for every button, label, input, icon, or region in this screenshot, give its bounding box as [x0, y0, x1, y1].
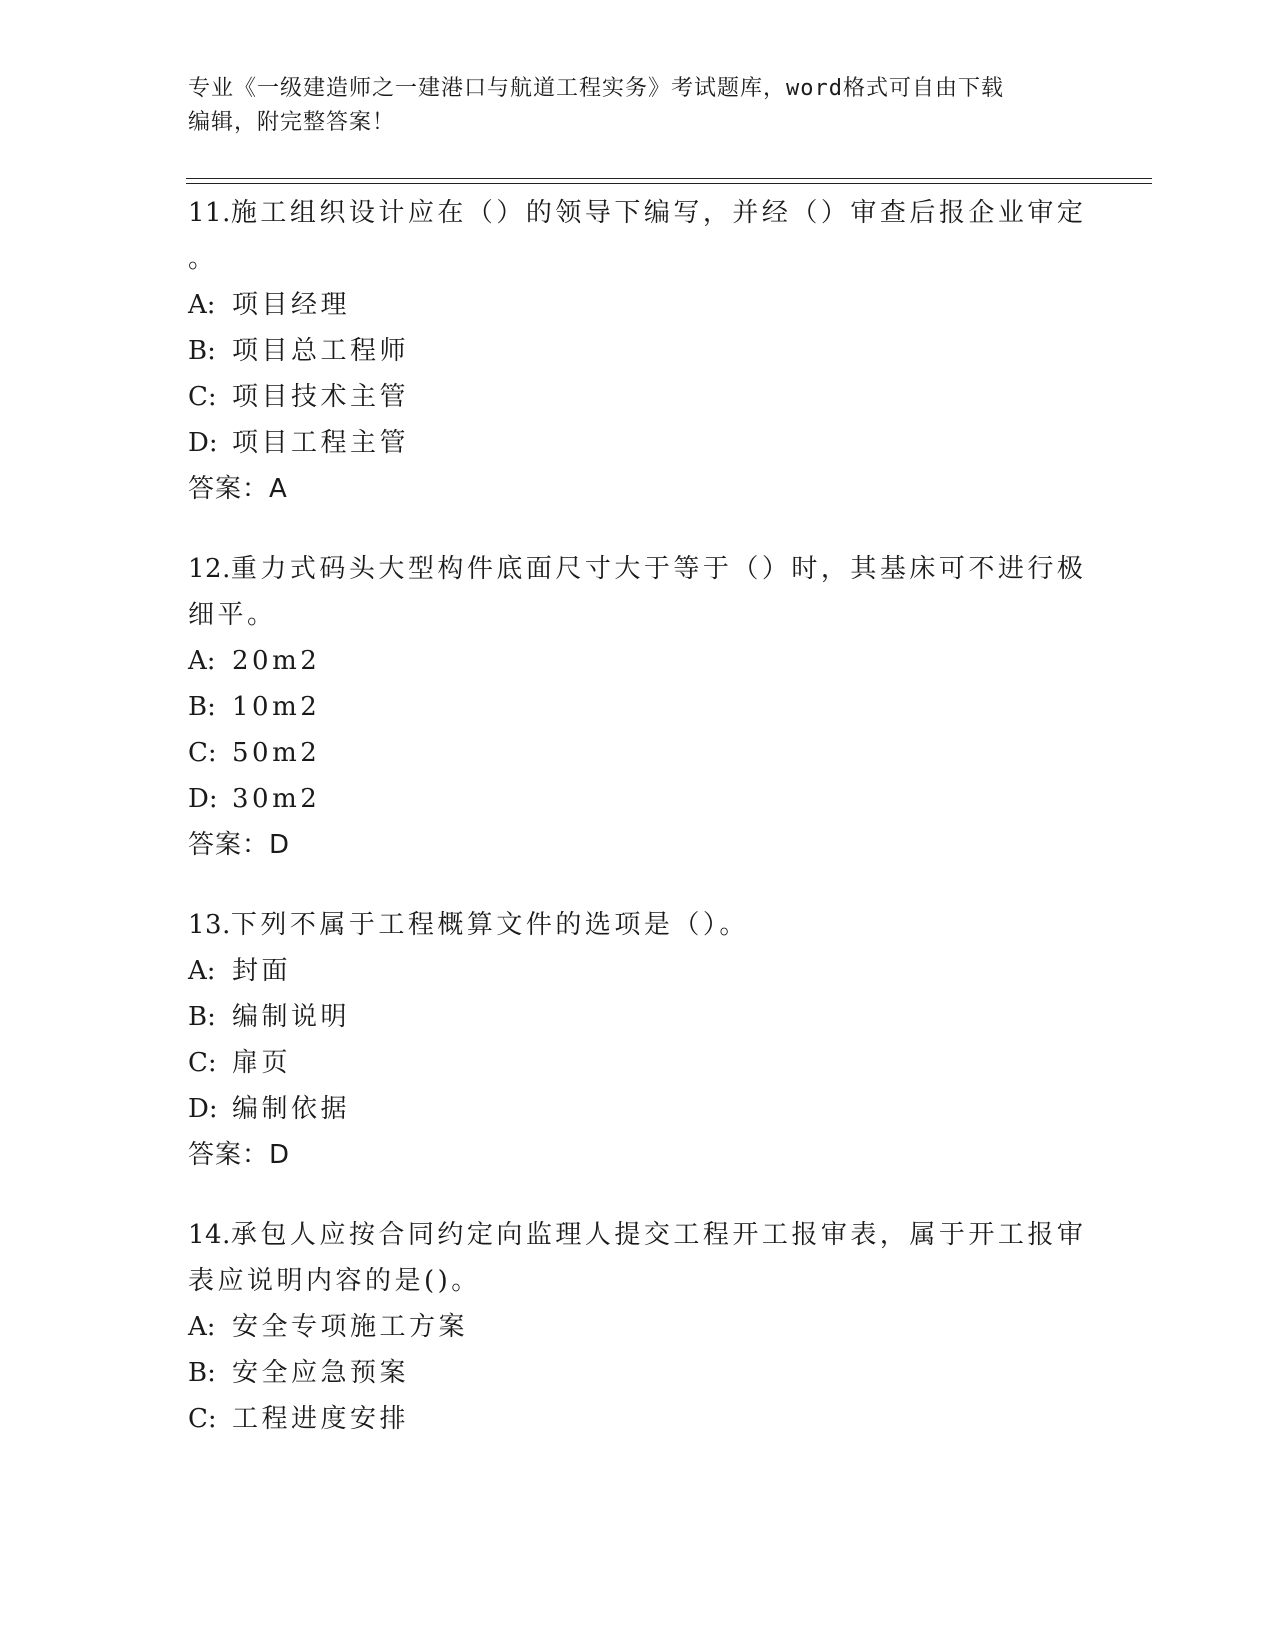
- option-d: [188, 420, 1088, 466]
- answer-line: 答案：D: [188, 830, 291, 860]
- question-text-line-1: 承包人应按合同约定向监理人提交工程开工报审表，属于开工报审: [230, 1220, 1087, 1250]
- question-number: 13.: [188, 910, 231, 940]
- option-c: [188, 1396, 1088, 1442]
- question-text-line-2: 细平。: [188, 600, 277, 630]
- option-letter: B:: [188, 1358, 216, 1388]
- question-list: [188, 190, 1088, 1476]
- question-text-line-1: 重力式码头大型构件底面尺寸大于等于（）时，其基床可不进行极: [230, 554, 1087, 584]
- option-letter: A:: [188, 646, 216, 676]
- question-text-line-1: 下列不属于工程概算文件的选项是（）。: [230, 910, 749, 940]
- question-number: 12.: [188, 554, 231, 584]
- answer-line: 答案：A: [188, 474, 288, 504]
- question-stem: [188, 190, 1088, 236]
- question-stem: [188, 546, 1088, 592]
- option-letter: C:: [188, 382, 217, 412]
- option-b: [188, 994, 1088, 1040]
- question-stem: [188, 1212, 1088, 1258]
- header-divider-bottom: [186, 183, 1152, 184]
- question-text-line-2: 表应说明内容的是()。: [188, 1266, 481, 1296]
- question-13: [188, 902, 1088, 1178]
- option-letter: A:: [188, 290, 216, 320]
- option-a: [188, 638, 1088, 684]
- option-b: [188, 684, 1088, 730]
- option-text: 安全专项施工方案: [232, 1312, 469, 1342]
- header-line-1: 专业《一级建造师之一建港口与航道工程实务》考试题库，word格式可自由下载: [188, 76, 1004, 101]
- option-letter: C:: [188, 1404, 217, 1434]
- option-c: [188, 730, 1088, 776]
- option-letter: B:: [188, 1002, 216, 1032]
- option-letter: A:: [188, 1312, 216, 1342]
- question-14: [188, 1212, 1088, 1442]
- option-text: 编制说明: [232, 1002, 351, 1032]
- option-text: 项目经理: [232, 290, 351, 320]
- option-a: [188, 1304, 1088, 1350]
- question-stem: [188, 902, 1088, 948]
- answer-line: 答案：D: [188, 1140, 291, 1170]
- option-b: [188, 328, 1088, 374]
- option-text: 10m2: [232, 692, 321, 722]
- question-12: [188, 546, 1088, 868]
- option-letter: C:: [188, 738, 217, 768]
- option-text: 工程进度安排: [232, 1404, 410, 1434]
- option-text: 编制依据: [232, 1094, 351, 1124]
- document-header: [188, 72, 1068, 140]
- header-line-2: 编辑，附完整答案！: [188, 110, 396, 135]
- option-letter: C:: [188, 1048, 217, 1078]
- question-text-line-1: 施工组织设计应在（）的领导下编写，并经（）审查后报企业审定: [230, 198, 1087, 228]
- option-letter: B:: [188, 336, 216, 366]
- option-letter: D:: [188, 1094, 218, 1124]
- question-text-line-2: 。: [188, 244, 218, 274]
- option-letter: D:: [188, 784, 218, 814]
- option-d: [188, 776, 1088, 822]
- option-a: [188, 282, 1088, 328]
- option-text: 20m2: [232, 646, 321, 676]
- question-number: 11.: [188, 198, 231, 228]
- option-letter: A:: [188, 956, 216, 986]
- option-text: 封面: [232, 956, 292, 986]
- option-c: [188, 1040, 1088, 1086]
- option-text: 扉页: [232, 1048, 292, 1078]
- option-text: 50m2: [232, 738, 321, 768]
- option-b: [188, 1350, 1088, 1396]
- question-11: [188, 190, 1088, 512]
- question-number: 14.: [188, 1220, 231, 1250]
- option-letter: B:: [188, 692, 216, 722]
- option-text: 安全应急预案: [232, 1358, 410, 1388]
- option-letter: D:: [188, 428, 218, 458]
- option-d: [188, 1086, 1088, 1132]
- option-text: 项目工程主管: [232, 428, 410, 458]
- option-text: 30m2: [232, 784, 321, 814]
- header-divider-top: [186, 178, 1152, 179]
- option-text: 项目技术主管: [232, 382, 410, 412]
- option-c: [188, 374, 1088, 420]
- option-text: 项目总工程师: [232, 336, 410, 366]
- option-a: [188, 948, 1088, 994]
